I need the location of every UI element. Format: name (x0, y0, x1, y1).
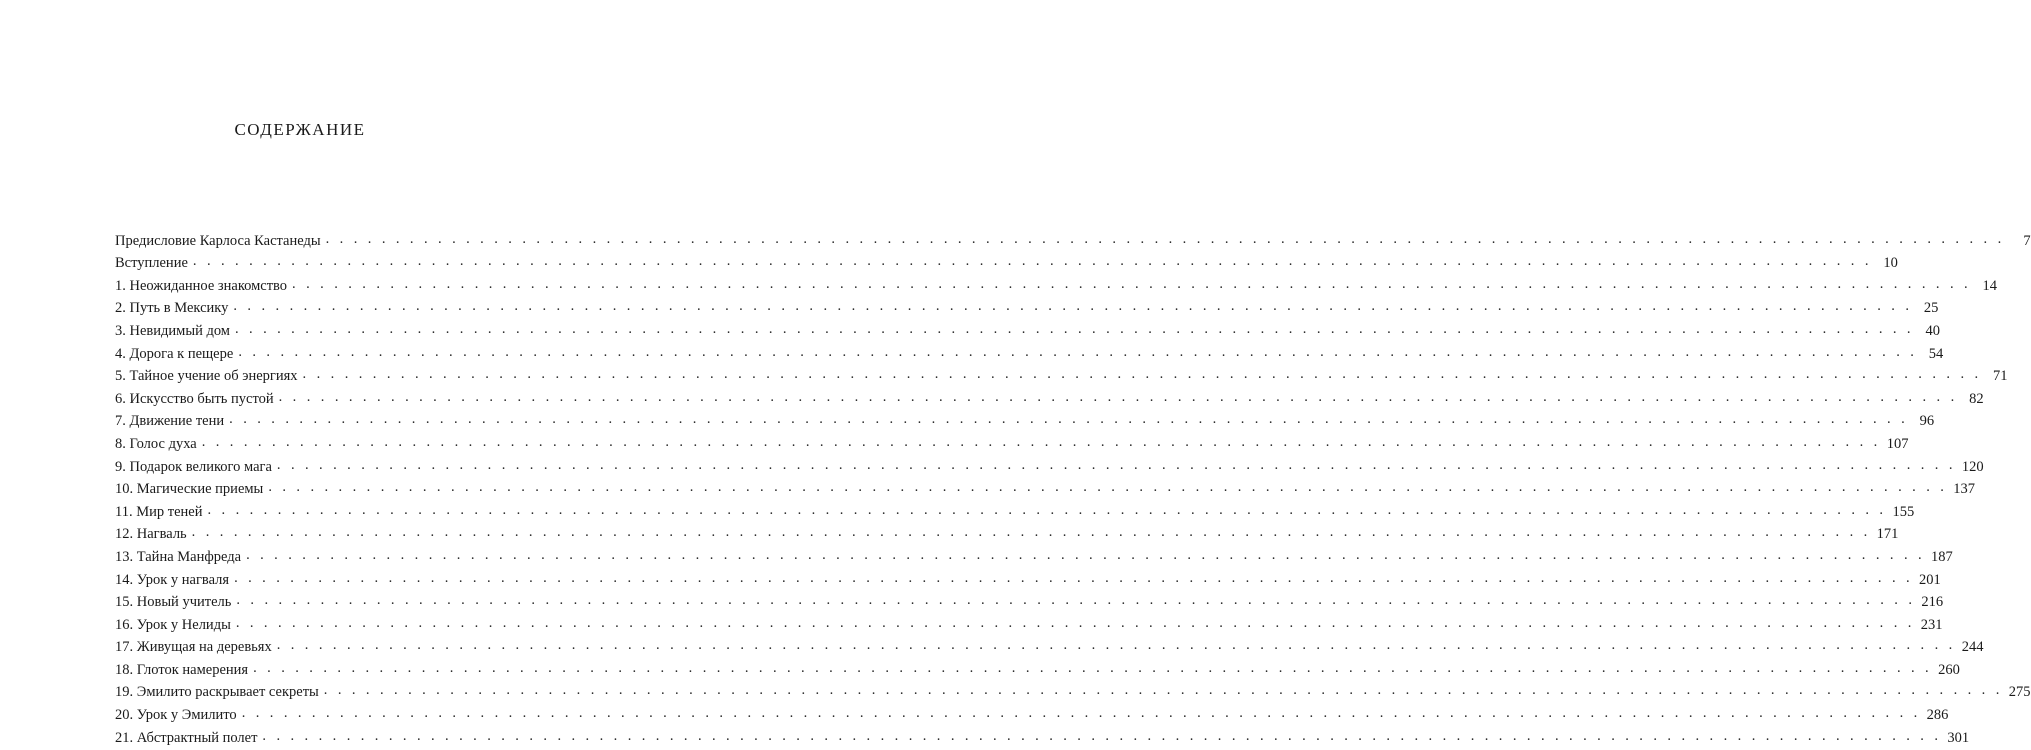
toc-entry-page-number: 96 (1919, 413, 1935, 430)
dot-leader: . . . . . . . . . . . . . . . . . . . . . . . . . . . . . . . . . . . . . . . . . . . . . . . . . . . . . . . . . . . . . . . . . . . . . . . . . . . . . . . . . . . . . . . . . . . . . . . . . . . . . . . . . . . . . . . . . . . . . . . . (229, 411, 1909, 428)
toc-entry (115, 725, 1970, 748)
dot-leader: . . . . . . . . . . . . . . . . . . . . . . . . . . . . . . . . . . . . . . . . . . . . . . . . . . . . . . . . . . . . . . . . . . . . . . . . . . . . . . . . . . . . . . . . . . . . . . . . . . . . . . . . . . . . . . . . . . . . . . . . (236, 592, 1916, 609)
table-of-contents (115, 228, 2031, 748)
toc-entry-title: 12. Нагваль (115, 526, 187, 543)
toc-entry (115, 544, 1953, 567)
toc-entry-page-number: 260 (1938, 661, 1960, 678)
toc-entry-title: 14. Урок у нагваля (115, 571, 230, 588)
dot-leader: . . . . . . . . . . . . . . . . . . . . . . . . . . . . . . . . . . . . . . . . . . . . . . . . . . . . . . . . . . . . . . . . . . . . . . . . . . . . . . . . . . . . . . . . . . . . . . . . . . . . . . . . . . . . . . . . . . . . . . . . (278, 388, 1958, 405)
toc-entry-title: 18. Глоток намерения (115, 661, 249, 678)
toc-entry-title: 8. Голос духа (115, 435, 197, 452)
toc-entry-page-number: 137 (1953, 481, 1976, 498)
page-title: СОДЕРЖАНИЕ (234, 120, 366, 139)
toc-entry (115, 567, 1941, 590)
dot-leader: . . . . . . . . . . . . . . . . . . . . . . . . . . . . . . . . . . . . . . . . . . . . . . . . . . . . . . . . . . . . . . . . . . . . . . . . . . . . . . . . . . . . . . . . . . . . . . . . . . . . . . . . . . . . . . . . . . . . . . . . (276, 637, 1956, 654)
toc-entry-title: 19. Эмилито раскрывает секреты (115, 684, 319, 701)
dot-leader: . . . . . . . . . . . . . . . . . . . . . . . . . . . . . . . . . . . . . . . . . . . . . . . . . . . . . . . . . . . . . . . . . . . . . . . . . . . . . . . . . . . . . . . . . . . . . . . . . . . . . . . . . . . . . . . . . . . . . . . . (207, 501, 1887, 518)
toc-entry-page-number: 40 (1925, 322, 1940, 339)
toc-entry-title: 7. Движение тени (115, 413, 225, 430)
toc-entry-title: 3. Невидимый дом (115, 322, 230, 339)
toc-entry-title: 21. Абстрактный полет (115, 729, 258, 746)
toc-entry-page-number: 275 (2008, 684, 2031, 701)
toc-entry-title: 20. Урок у Эмилито (115, 707, 237, 724)
toc-entry-title: 13. Тайна Манфреда (115, 548, 242, 565)
dot-leader: . . . . . . . . . . . . . . . . . . . . . . . . . . . . . . . . . . . . . . . . . . . . . . . . . . . . . . . . . . . . . . . . . . . . . . . . . . . . . . . . . . . . . . . . . . . . . . . . . . . . . . . . . . . . . . . . . . . . . . . . (325, 230, 2005, 247)
toc-entry (115, 409, 1935, 432)
dot-leader: . . . . . . . . . . . . . . . . . . . . . . . . . . . . . . . . . . . . . . . . . . . . . . . . . . . . . . . . . . . . . . . . . . . . . . . . . . . . . . . . . . . . . . . . . . . . . . . . . . . . . . . . . . . . . . . . . . . . . . . . (234, 320, 1914, 337)
toc-entry-title: 9. Подарок великого мага (115, 458, 272, 475)
dot-leader: . . . . . . . . . . . . . . . . . . . . . . . . . . . . . . . . . . . . . . . . . . . . . . . . . . . . . . . . . . . . . . . . . . . . . . . . . . . . . . . . . . . . . . . . . . . . . . . . . . . . . . . . . . . . . . . . . . . . . . . . (191, 524, 1871, 541)
toc-entry-title: 10. Магические приемы (115, 481, 264, 498)
dot-leader: . . . . . . . . . . . . . . . . . . . . . . . . . . . . . . . . . . . . . . . . . . . . . . . . . . . . . . . . . . . . . . . . . . . . . . . . . . . . . . . . . . . . . . . . . . . . . . . . . . . . . . . . . . . . . . . . . . . . . . . . (246, 546, 1926, 563)
toc-entry-page-number: 25 (1923, 300, 1939, 317)
toc-entry-page-number: 187 (1931, 548, 1953, 565)
toc-entry (115, 386, 1984, 409)
dot-leader: . . . . . . . . . . . . . . . . . . . . . . . . . . . . . . . . . . . . . . . . . . . . . . . . . . . . . . . . . . . . . . . . . . . . . . . . . . . . . . . . . . . . . . . . . . . . . . . . . . . . . . . . . . . . . . . . . . . . . . . . (253, 659, 1933, 676)
dot-leader: . . . . . . . . . . . . . . . . . . . . . . . . . . . . . . . . . . . . . . . . . . . . . . . . . . . . . . . . . . . . . . . . . . . . . . . . . . . . . . . . . . . . . . . . . . . . . . . . . . . . . . . . . . . . . . . . . . . . . . . . (276, 456, 1956, 473)
toc-entry-title: 2. Путь в Мексику (115, 300, 229, 317)
toc-entry-page-number: 301 (1947, 729, 1970, 746)
toc-entry-page-number: 244 (1961, 639, 1984, 656)
toc-entry-page-number: 107 (1886, 435, 1909, 452)
dot-leader: . . . . . . . . . . . . . . . . . . . . . . . . . . . . . . . . . . . . . . . . . . . . . . . . . . . . . . . . . . . . . . . . . . . . . . . . . . . . . . . . . . . . . . . . . . . . . . . . . . . . . . . . . . . . . . . . . . . . . . . . (262, 727, 1942, 744)
toc-entry (115, 702, 1949, 725)
toc-entry-title: 6. Искусство быть пустой (115, 390, 274, 407)
dot-leader: . . . . . . . . . . . . . . . . . . . . . . . . . . . . . . . . . . . . . . . . . . . . . . . . . . . . . . . . . . . . . . . . . . . . . . . . . . . . . . . . . . . . . . . . . . . . . . . . . . . . . . . . . . . . . . . . . . . . . . . . (192, 253, 1872, 270)
toc-entry-page-number: 7 (2023, 232, 2031, 249)
toc-entry (115, 341, 1944, 364)
toc-entry-title: 4. Дорога к пещере (115, 345, 234, 362)
toc-entry (115, 499, 1915, 522)
toc-entry-page-number: 120 (1961, 458, 1984, 475)
dot-leader: . . . . . . . . . . . . . . . . . . . . . . . . . . . . . . . . . . . . . . . . . . . . . . . . . . . . . . . . . . . . . . . . . . . . . . . . . . . . . . . . . . . . . . . . . . . . . . . . . . . . . . . . . . . . . . . . . . . . . . . . (292, 275, 1972, 292)
toc-entry-page-number: 54 (1928, 345, 1944, 362)
dot-leader: . . . . . . . . . . . . . . . . . . . . . . . . . . . . . . . . . . . . . . . . . . . . . . . . . . . . . . . . . . . . . . . . . . . . . . . . . . . . . . . . . . . . . . . . . . . . . . . . . . . . . . . . . . . . . . . . . . . . . . . . (241, 705, 1921, 722)
dot-leader: . . . . . . . . . . . . . . . . . . . . . . . . . . . . . . . . . . . . . . . . . . . . . . . . . . . . . . . . . . . . . . . . . . . . . . . . . . . . . . . . . . . . . . . . . . . . . . . . . . . . . . . . . . . . . . . . . . . . . . . . (201, 433, 1881, 450)
toc-entry-title: 11. Мир теней (115, 503, 203, 520)
toc-entry-title: 16. Урок у Нелиды (115, 616, 231, 633)
toc-entry (115, 364, 2008, 387)
toc-entry (115, 590, 1944, 613)
toc-entry (115, 296, 1939, 319)
toc-entry-title: Вступление (115, 255, 188, 272)
toc-entry-page-number: 82 (1969, 390, 1984, 407)
toc-entry (115, 318, 1940, 341)
toc-entry-title: Предисловие Карлоса Кастанеды (115, 232, 321, 249)
dot-leader: . . . . . . . . . . . . . . . . . . . . . . . . . . . . . . . . . . . . . . . . . . . . . . . . . . . . . . . . . . . . . . . . . . . . . . . . . . . . . . . . . . . . . . . . . . . . . . . . . . . . . . . . . . . . . . . . . . . . . . . . (238, 343, 1918, 360)
toc-entry (115, 612, 1943, 635)
toc-entry-page-number: 10 (1883, 255, 1898, 272)
toc-entry (115, 522, 1899, 545)
toc-entry-page-number: 216 (1921, 594, 1944, 611)
toc-entry (115, 680, 2031, 703)
toc-entry-page-number: 71 (1993, 368, 2008, 385)
toc-entry (115, 635, 1984, 658)
dot-leader: . . . . . . . . . . . . . . . . . . . . . . . . . . . . . . . . . . . . . . . . . . . . . . . . . . . . . . . . . . . . . . . . . . . . . . . . . . . . . . . . . . . . . . . . . . . . . . . . . . . . . . . . . . . . . . . . . . . . . . . . (234, 569, 1914, 586)
toc-entry (115, 477, 1976, 500)
toc-entry (115, 251, 1898, 274)
toc-entry (115, 657, 1960, 680)
toc-entry-page-number: 155 (1892, 503, 1915, 520)
toc-entry-title: 17. Живущая на деревьях (115, 639, 272, 656)
toc-entry-page-number: 14 (1982, 277, 1998, 294)
dot-leader: . . . . . . . . . . . . . . . . . . . . . . . . . . . . . . . . . . . . . . . . . . . . . . . . . . . . . . . . . . . . . . . . . . . . . . . . . . . . . . . . . . . . . . . . . . . . . . . . . . . . . . . . . . . . . . . . . . . . . . . . (268, 479, 1948, 496)
toc-entry-title: 5. Тайное учение об энергиях (115, 368, 298, 385)
dot-leader: . . . . . . . . . . . . . . . . . . . . . . . . . . . . . . . . . . . . . . . . . . . . . . . . . . . . . . . . . . . . . . . . . . . . . . . . . . . . . . . . . . . . . . . . . . . . . . . . . . . . . . . . . . . . . . . . . . . . . . . . (233, 298, 1913, 315)
toc-entry (115, 431, 1909, 454)
toc-entry (115, 454, 1984, 477)
toc-entry-page-number: 201 (1919, 571, 1941, 588)
dot-leader: . . . . . . . . . . . . . . . . . . . . . . . . . . . . . . . . . . . . . . . . . . . . . . . . . . . . . . . . . . . . . . . . . . . . . . . . . . . . . . . . . . . . . . . . . . . . . . . . . . . . . . . . . . . . . . . . . . . . . . . . (235, 614, 1915, 631)
dot-leader: . . . . . . . . . . . . . . . . . . . . . . . . . . . . . . . . . . . . . . . . . . . . . . . . . . . . . . . . . . . . . . . . . . . . . . . . . . . . . . . . . . . . . . . . . . . . . . . . . . . . . . . . . . . . . . . . . . . . . . . . (302, 366, 1982, 383)
toc-entry-page-number: 286 (1926, 707, 1949, 724)
toc-entry-title: 1. Неожиданное знакомство (115, 277, 288, 294)
toc-entry-page-number: 231 (1920, 616, 1943, 633)
toc-entry-title: 15. Новый учитель (115, 594, 232, 611)
toc-entry (115, 273, 1998, 296)
toc-entry (115, 228, 2031, 251)
toc-entry-page-number: 171 (1876, 526, 1899, 543)
dot-leader: . . . . . . . . . . . . . . . . . . . . . . . . . . . . . . . . . . . . . . . . . . . . . . . . . . . . . . . . . . . . . . . . . . . . . . . . . . . . . . . . . . . . . . . . . . . . . . . . . . . . . . . . . . . . . . . . . . . . . . . . (323, 682, 2003, 699)
